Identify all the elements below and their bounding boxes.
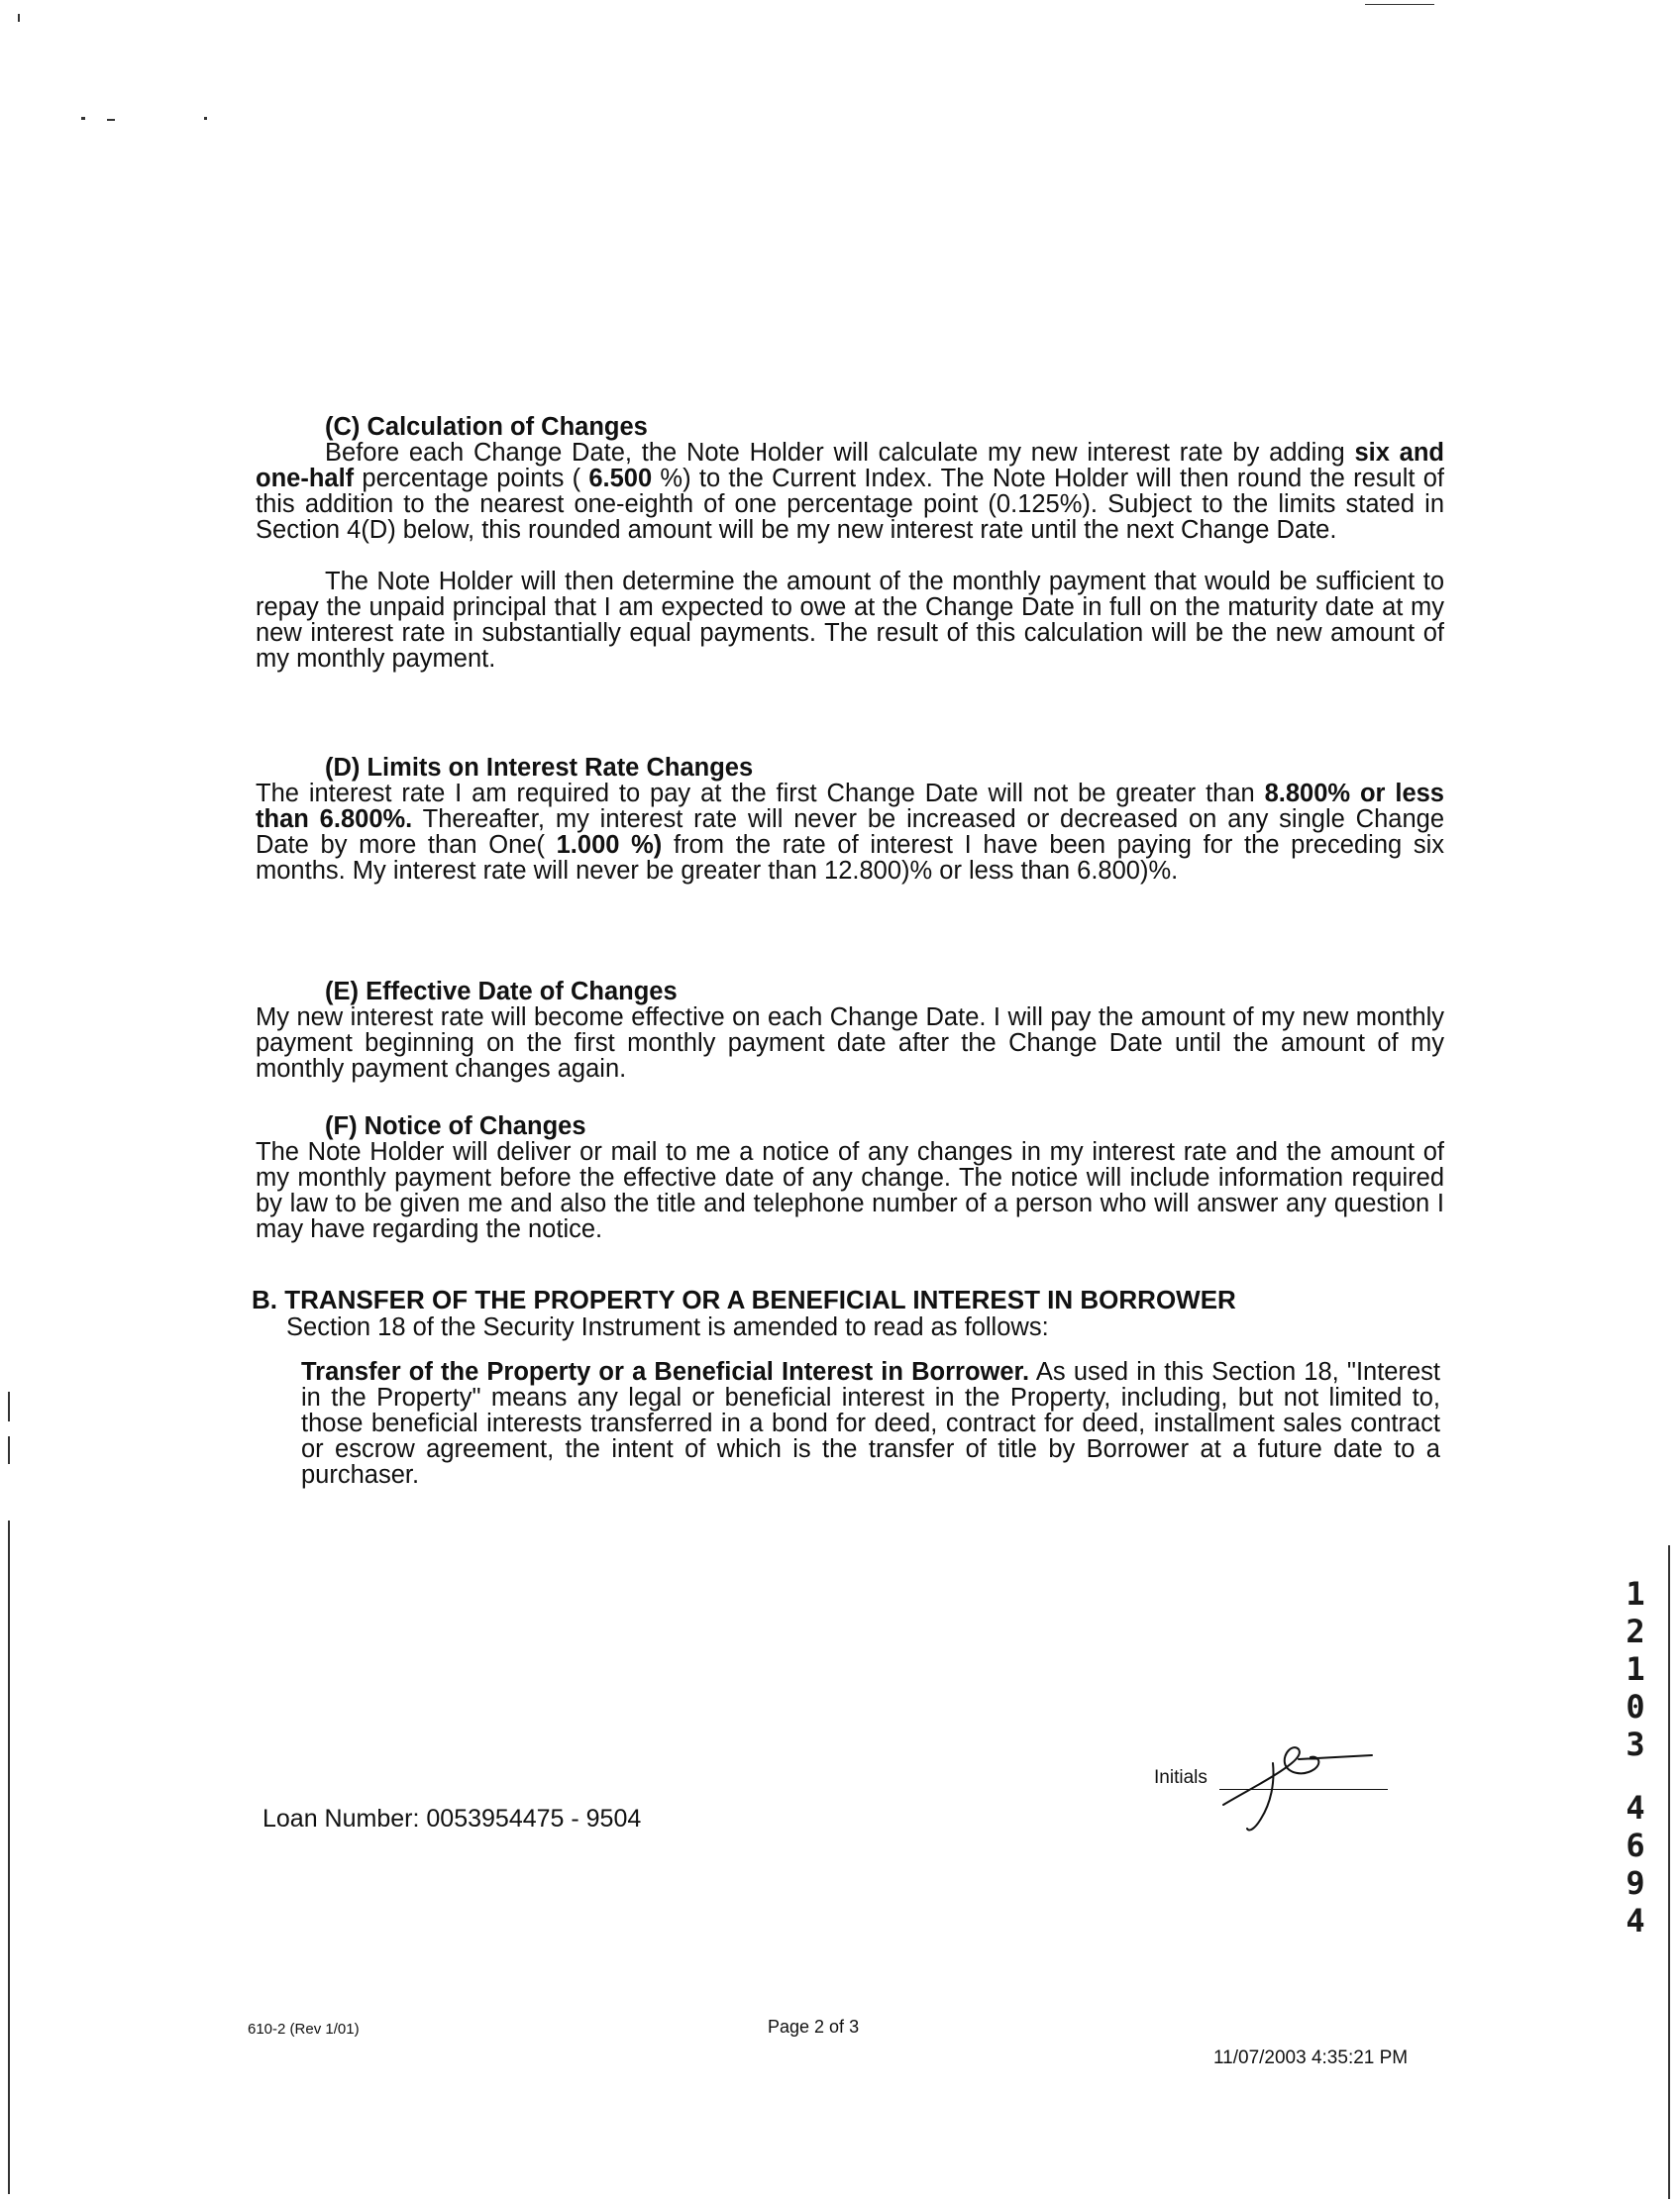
section-d-heading: (D) Limits on Interest Rate Changes (325, 754, 754, 782)
section-c-paragraph-1: Before each Change Date, the Note Holder will calculate my new interest rate by adding six and one-half percentage points ( 6.500 %) to the Current Index. The Note Holder will then round the result of this addition to the nearest one-eighth of one percentage point (0.125%). Subject to the limits stated in Section 4(D) below, this rounded amount will be my new interest rate until the next Change Date. (256, 439, 1444, 544)
recording-stamp (1621, 1575, 1650, 1940)
section-d (256, 755, 1444, 884)
section-c-heading: (C) Calculation of Changes (325, 413, 648, 441)
footer-form-number: 610-2 (Rev 1/01) (248, 2021, 360, 2038)
section-b-quote: Transfer of the Property or a Beneficial Interest in Borrower. As used in this Section 18, "Interest in the Property" means any legal or beneficial interest in the Property, including, but not limited to, those beneficial interests transferred in a bond for deed, contract for deed, installment sales contract or escrow agreement, the intent of which is the transfer of title by Borrower at a future date to a purchaser. (301, 1358, 1440, 1489)
loan-number-value: 0053954475 - 9504 (426, 1805, 642, 1833)
section-d-paragraph: The interest rate I am required to pay at the first Change Date will not be greater than 8.800% or less than 6.800%. Thereafter, my interest rate will never be increased or decreased on any single Change Date by more than One( 1.000 %) from the rate of interest I have been paying for the preceding six months. My interest rate will never be greater than 12.800)% or less than 6.800)%. (256, 780, 1445, 885)
initials-label: Initials (1154, 1767, 1208, 1788)
stamp-digit: 1 (1626, 1650, 1645, 1688)
stamp-digit: 6 (1626, 1827, 1645, 1864)
scan-mark (8, 1392, 10, 1421)
scan-mark (8, 1521, 10, 2194)
section-e (256, 979, 1444, 1082)
stamp-digit: 3 (1626, 1726, 1645, 1763)
section-c (256, 414, 1444, 672)
stamp-digit: 1 (1626, 1575, 1645, 1613)
section-f (256, 1113, 1444, 1242)
loan-number-label: Loan Number: (262, 1805, 420, 1833)
scan-mark (107, 119, 115, 121)
footer-timestamp: 11/07/2003 4:35:21 PM (1213, 2047, 1409, 2068)
stamp-digit: 2 (1626, 1613, 1645, 1650)
section-f-paragraph: The Note Holder will deliver or mail to me a notice of any changes in my interest rate and the amount of my monthly payment before the effective date of any change. The notice will include information required by law to be given me and also the title and telephone number of a person who will answer any question I may have regarding the notice. (256, 1138, 1444, 1243)
initials-block (1154, 1763, 1392, 1842)
scan-mark (8, 1436, 10, 1464)
section-b-title: B. TRANSFER OF THE PROPERTY OR A BENEFICIAL INTEREST IN BORROWER (252, 1285, 1236, 1314)
scan-mark (1668, 1545, 1670, 2199)
section-e-paragraph: My new interest rate will become effective on each Change Date. I will pay the amount of my new monthly payment beginning on the first monthly payment date after the Change Date until the amount of my monthly payment changes again. (256, 1003, 1444, 1083)
footer-page-number: Page 2 of 3 (768, 2017, 860, 2037)
scan-mark (204, 117, 207, 120)
section-c-paragraph-2: The Note Holder will then determine the amount of the monthly payment that would be sufficient to repay the unpaid principal that I am expected to owe at the Change Date in full on the maturity date at my new interest rate in substantially equal payments. The result of this calculation will be the new amount of my monthly payment. (256, 568, 1444, 673)
loan-number (262, 1805, 641, 1834)
stamp-digit: 9 (1626, 1864, 1645, 1902)
section-b (252, 1286, 1440, 1488)
section-e-heading: (E) Effective Date of Changes (325, 978, 678, 1005)
section-f-heading: (F) Notice of Changes (325, 1112, 586, 1140)
initials-signature-icon (1204, 1733, 1382, 1842)
section-b-subtitle: Section 18 of the Security Instrument is amended to read as follows: (286, 1313, 1049, 1341)
stamp-digit: 4 (1626, 1902, 1645, 1940)
scan-mark (18, 14, 20, 22)
stamp-digit: 0 (1626, 1688, 1645, 1726)
scan-mark (81, 117, 85, 120)
scan-mark (1365, 4, 1434, 5)
stamp-digit: 4 (1626, 1789, 1645, 1827)
